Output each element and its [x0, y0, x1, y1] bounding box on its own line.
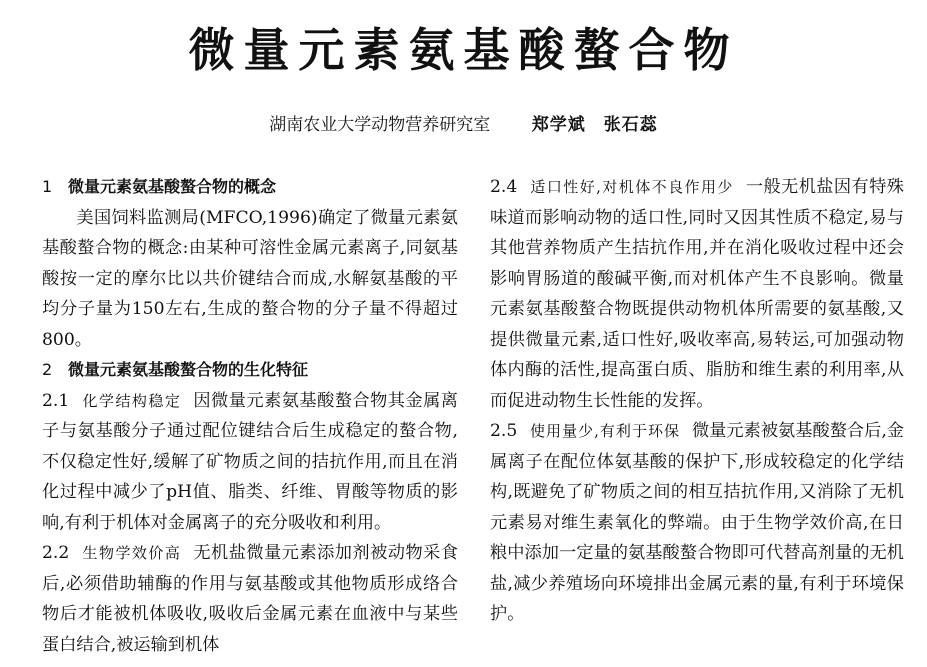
section-title: 微量元素氨基酸螯合物的生化特征 [68, 360, 309, 379]
subsection-heading: 生物学效价高 [82, 544, 182, 562]
subsection-number: 2.4 [490, 177, 518, 197]
section-title: 微量元素氨基酸螯合物的概念 [68, 177, 277, 196]
subsection-paragraph [42, 538, 458, 660]
subsection-heading: 化学结构稳定 [82, 391, 182, 410]
subsection-paragraph [490, 172, 904, 416]
section-number: 2 [42, 360, 53, 379]
section-number: 1 [42, 177, 53, 196]
paragraph: 美国饲料监测局(MFCO,1996)确定了微量元素氨基酸螯合物的概念:由某种可溶性金属元素离子,同氨基酸按一定的摩尔比以共价键结合而成,水解氨基酸的平均分子量为150左右,生成的螯合物的分子量不得超过800。 [42, 207, 458, 350]
subsection-heading: 使用量少,有利于环保 [530, 422, 681, 440]
paragraph-text: 因微量元素氨基酸螯合物其金属离子与氨基酸分子通过配位键结合后生成稳定的螯合物,不仅稳定性好,缓解了矿物质之间的拮抗作用,而且在消化过程中减少了pH值、脂类、纤维、胃酸等物质的影响,有利于机体对金属离子的充分吸收和利用。 [42, 390, 458, 533]
subsection-number: 2.5 [490, 421, 518, 441]
section-heading [42, 172, 458, 203]
subsection-number: 2.2 [42, 543, 70, 563]
authors [532, 115, 658, 135]
section-heading [42, 355, 458, 386]
subsection-number: 2.1 [42, 390, 70, 411]
affiliation: 湖南农业大学动物营养研究室 [269, 115, 491, 135]
paragraph-text: 无机盐微量元素添加剂被动物采食后,必须借助辅酶的作用与氨基酸或其他物质形成络合物后才能被机体吸收,吸收后金属元素在血液中与某些蛋白结合,被运输到机体 [42, 543, 458, 655]
right-column [490, 172, 904, 630]
author-name: 郑学斌 [531, 115, 586, 135]
subsection-paragraph [42, 386, 458, 539]
byline [0, 113, 927, 137]
subsection-paragraph [490, 416, 904, 630]
author-name: 张石蕊 [603, 115, 658, 135]
left-column [42, 172, 458, 660]
paragraph-text: 微量元素被氨基酸螯合后,金属离子在配位体氨基酸的保护下,形成较稳定的化学结构,既避免了矿物质之间的相互拮抗作用,又消除了无机元素易对维生素氧化的弊端。由于生物学效价高,在日粮中添加一定量的氨基酸螯合物即可代替高剂量的无机盐,减少养殖场向环境排出金属元素的量,有利于环境保护。 [490, 421, 904, 624]
paragraph-text: 一般无机盐因有特殊味道而影响动物的适口性,同时又因其性质不稳定,易与其他营养物质产生拮抗作用,并在消化吸收过程中还会影响胃肠道的酸碱平衡,而对机体产生不良影响。微量元素氨基酸螯合物既提供动物机体所需要的氨基酸,又提供微量元素,适口性好,吸收率高,易转运,可加强动物体内酶的活性,提高蛋白质、脂肪和维生素的利用率,从而促进动物生长性能的发挥。 [490, 177, 904, 411]
article-title: 微量元素氨基酸螯合物 [188, 23, 739, 77]
subsection-heading: 适口性好,对机体不良作用少 [530, 178, 734, 196]
